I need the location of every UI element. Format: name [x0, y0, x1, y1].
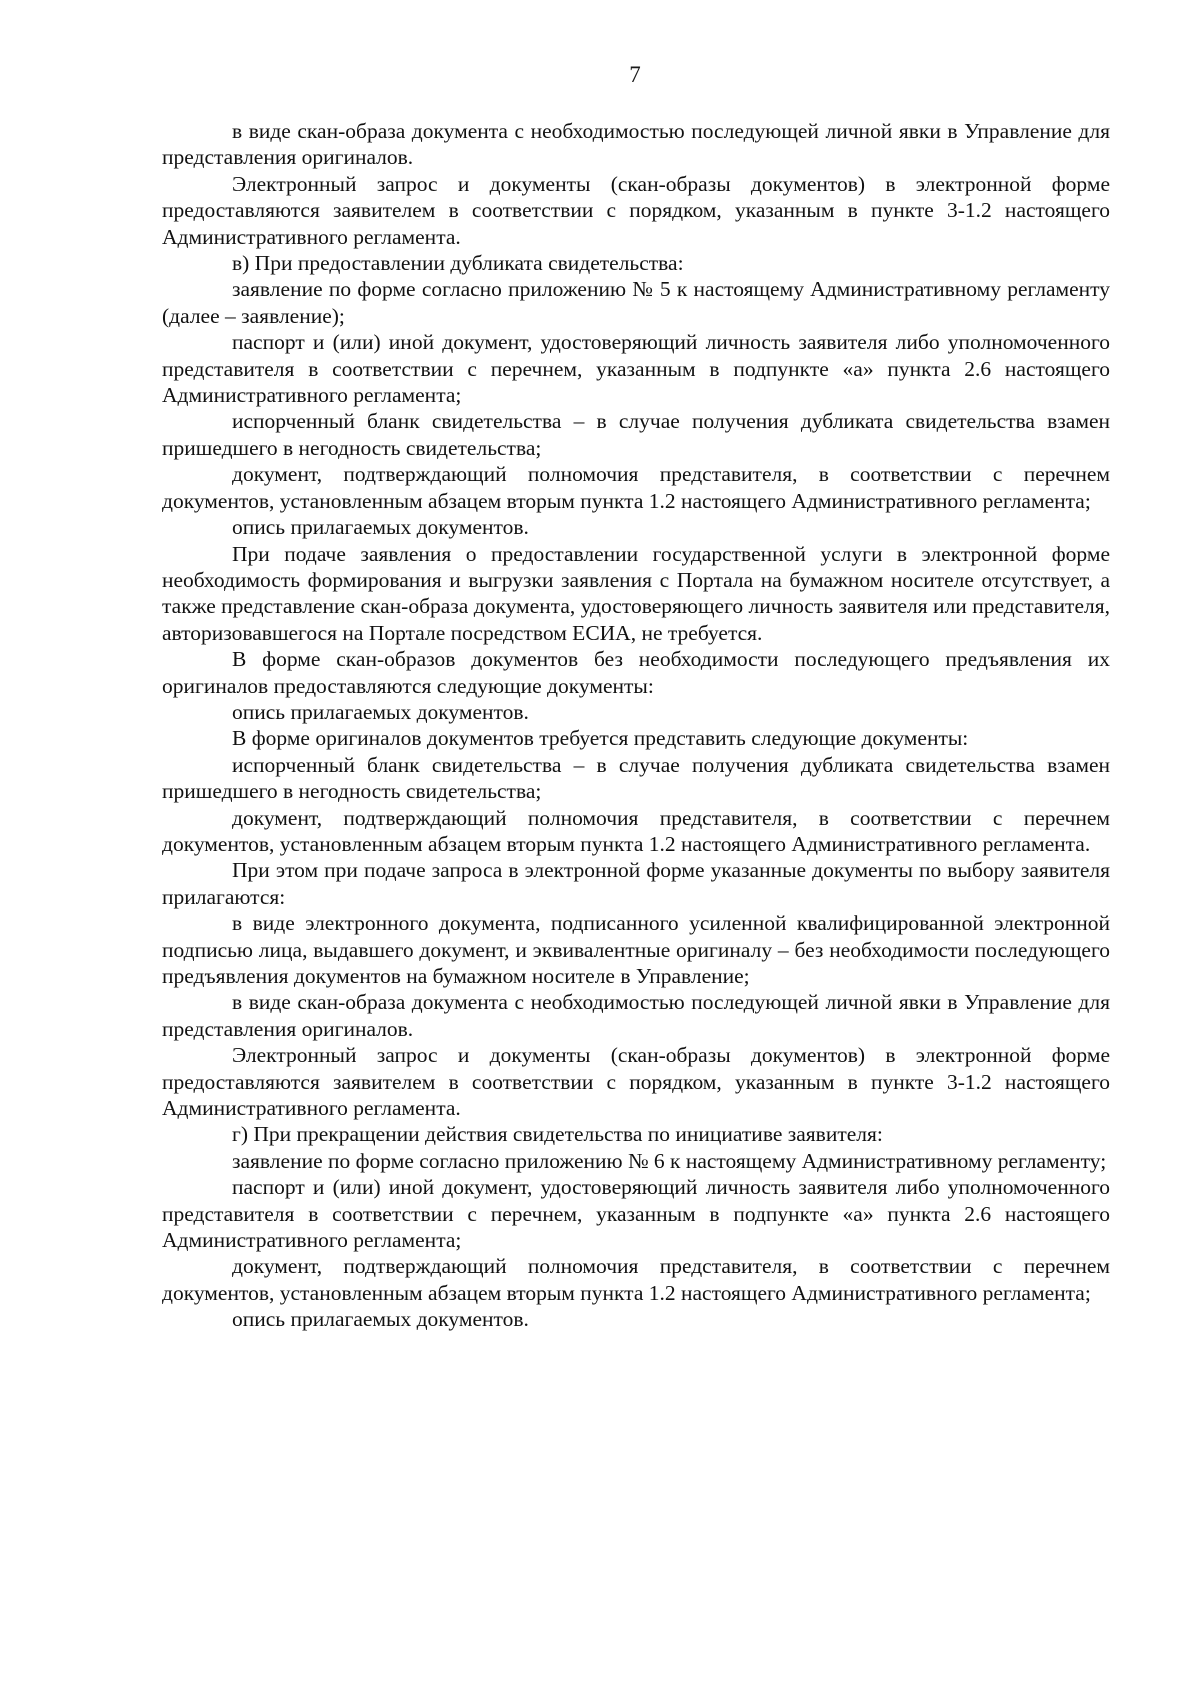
paragraph: в виде скан-образа документа с необходимостью последующей личной явки в Управление для представления оригиналов. [162, 119, 1110, 170]
paragraph: паспорт и (или) иной документ, удостоверяющий личность заявителя либо уполномоченного представителя в соответствии с перечнем, указанным в подпункте «а» пункта 2.6 настоящего Административного регламента; [162, 330, 1110, 408]
paragraph: испорченный бланк свидетельства – в случае получения дубликата свидетельства взамен пришедшего в негодность свидетельства; [162, 409, 1110, 460]
paragraph: документ, подтверждающий полномочия представителя, в соответствии с перечнем документов, установленным абзацем вторым пункта 1.2 настоящего Административного регламента. [162, 805, 1110, 856]
paragraph: Электронный запрос и документы (скан-образы документов) в электронной форме предоставляются заявителем в соответствии с порядком, указанным в пункте 3-1.2 настоящего Административного регламента. [162, 1043, 1110, 1121]
paragraph: В форме скан-образов документов без необходимости последующего предъявления их оригиналов предоставляются следующие документы: [162, 647, 1110, 698]
paragraph: паспорт и (или) иной документ, удостоверяющий личность заявителя либо уполномоченного представителя в соответствии с перечнем, указанным в подпункте «а» пункта 2.6 настоящего Административного регламента; [162, 1175, 1110, 1253]
paragraph: Электронный запрос и документы (скан-образы документов) в электронной форме предоставляются заявителем в соответствии с порядком, указанным в пункте 3-1.2 настоящего Административного регламента. [162, 171, 1110, 249]
paragraph: в виде скан-образа документа с необходимостью последующей личной явки в Управление для представления оригиналов. [162, 990, 1110, 1041]
paragraph: В форме оригиналов документов требуется представить следующие документы: [232, 726, 969, 751]
paragraph: При этом при подаче запроса в электронной форме указанные документы по выбору заявителя прилагаются: [162, 858, 1110, 909]
paragraph: опись прилагаемых документов. [232, 1307, 529, 1332]
document-body [162, 118, 1110, 1333]
paragraph: заявление по форме согласно приложению № 6 к настоящему Административному регламенту; [232, 1148, 1107, 1173]
page-number: 7 [629, 62, 641, 87]
paragraph: заявление по форме согласно приложению № 5 к настоящему Административному регламенту (далее – заявление); [162, 277, 1110, 328]
paragraph: г) При прекращении действия свидетельства по инициативе заявителя: [232, 1122, 883, 1147]
paragraph: в виде электронного документа, подписанного усиленной квалифицированной электронной подписью лица, выдавшего документ, и эквивалентные оригиналу – без необходимости последующего предъявления документов на бумажном носителе в Управление; [162, 911, 1110, 988]
paragraph: опись прилагаемых документов. [232, 699, 529, 724]
paragraph: опись прилагаемых документов. [232, 515, 529, 540]
paragraph: документ, подтверждающий полномочия представителя, в соответствии с перечнем документов, установленным абзацем вторым пункта 1.2 настоящего Административного регламента; [162, 462, 1110, 513]
paragraph: испорченный бланк свидетельства – в случае получения дубликата свидетельства взамен пришедшего в негодность свидетельства; [162, 752, 1110, 804]
paragraph: документ, подтверждающий полномочия представителя, в соответствии с перечнем документов, установленным абзацем вторым пункта 1.2 настоящего Административного регламента; [162, 1254, 1110, 1305]
paragraph: в) При предоставлении дубликата свидетельства: [232, 251, 684, 276]
paragraph: При подаче заявления о предоставлении государственной услуги в электронной форме необходимость формирования и выгрузки заявления с Портала на бумажном носителе отсутствует, а также представление скан-образа документа, удостоверяющего личность заявителя или представителя, авторизовавшегося на Портале посредством ЕСИА, не требуется. [162, 541, 1110, 645]
